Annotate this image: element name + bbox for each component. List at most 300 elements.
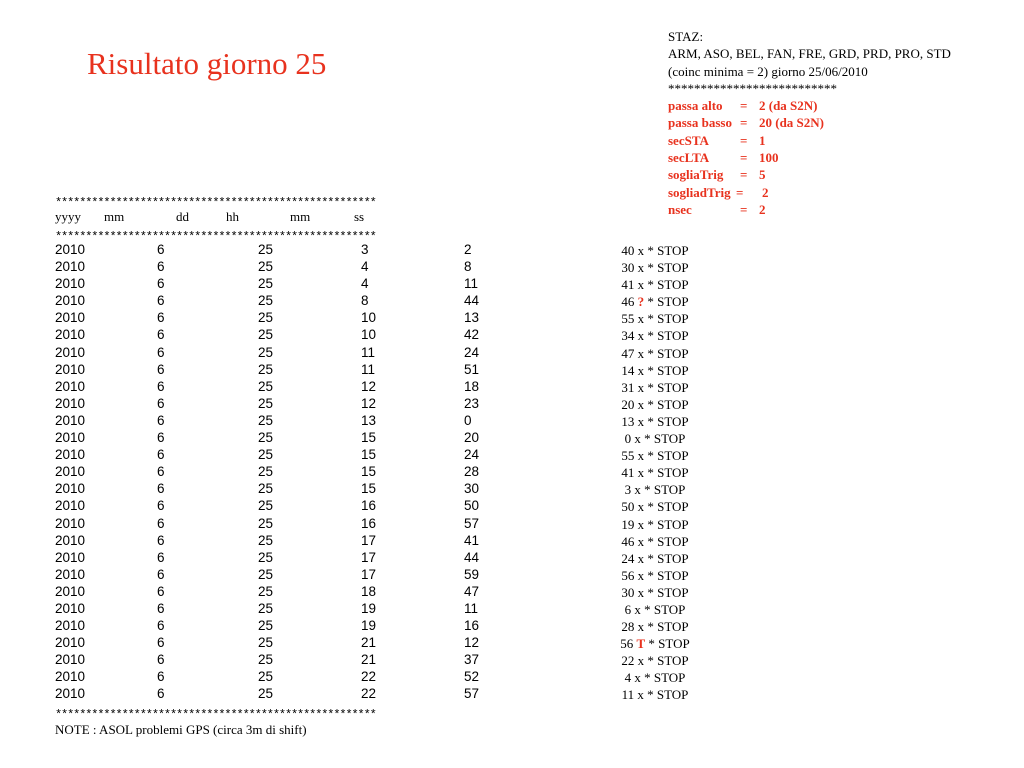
status-flag: x [637,619,645,635]
cell-d: 25 [258,652,274,668]
cell-mi: 41 [464,532,480,548]
status-rest: * STOP [647,345,689,361]
table-row [55,481,686,498]
status-flag: x [637,465,645,481]
param-line [668,132,951,149]
cell-y: 2010 [55,310,86,326]
cell-m: 6 [157,532,165,548]
table-header [55,209,455,226]
status-rest: * STOP [647,516,689,532]
cell-m: 6 [157,395,165,411]
table-row [55,344,689,362]
status-cell [595,551,715,567]
cell-h: 15 [361,481,377,497]
cell-mi: 44 [464,549,480,565]
status-cell [595,294,715,310]
status-flag: x [637,499,645,515]
table-row [55,669,686,686]
cell-d: 25 [258,259,274,275]
status-rest: * STOP [644,482,686,498]
cell-m: 6 [157,686,165,702]
param-key: secSTA [668,132,709,148]
status-rest: * STOP [647,243,689,258]
table-row [55,378,689,396]
cell-d: 25 [258,276,274,292]
param-line [668,184,951,201]
status-rest: * STOP [647,328,689,344]
status-rest: * STOP [647,311,689,327]
status-cell [595,346,715,362]
header-hh: hh [226,209,239,224]
status-cell [595,670,715,686]
param-equals: = [740,167,748,183]
cell-y: 2010 [55,635,86,651]
header-ss: ss [354,209,365,224]
cell-d: 25 [258,310,274,326]
table-row [55,566,689,584]
status-flag: x [634,482,641,498]
status-sec: 22 [621,653,635,669]
status-sec: 28 [621,619,635,635]
cell-y: 2010 [55,430,86,446]
status-sec: 46 [621,294,635,310]
separator-top: ***************************************************** [55,196,376,210]
status-flag: x [634,431,641,447]
status-cell [595,499,715,515]
cell-h: 17 [361,549,377,565]
page-title: Risultato giorno 25 [87,46,327,81]
status-cell [595,636,715,652]
status-sec: 6 [624,601,632,617]
cell-y: 2010 [55,293,86,309]
cell-h: 4 [361,276,369,292]
cell-h: 10 [361,310,377,326]
status-rest: * STOP [647,277,689,293]
cell-h: 3 [361,242,369,257]
cell-mi: 57 [464,686,480,702]
cell-d: 25 [258,378,274,394]
status-cell [595,465,715,481]
table-row [55,447,689,464]
status-sec: 30 [621,260,635,276]
cell-y: 2010 [55,566,86,582]
status-sec: 56 [621,567,635,583]
cell-h: 15 [361,430,377,446]
status-sec: 56 [620,636,634,652]
cell-d: 25 [258,242,274,257]
status-rest: * STOP [647,413,689,429]
table-row [55,652,689,669]
status-cell [595,243,715,259]
status-cell [595,517,715,533]
cell-m: 6 [157,600,165,616]
status-rest: * STOP [647,687,689,703]
cell-h: 18 [361,583,377,599]
cell-m: 6 [157,669,165,685]
status-flag: x [637,550,645,566]
table-row [55,583,689,601]
status-cell [595,380,715,396]
cell-y: 2010 [55,669,86,685]
status-sec: 24 [621,550,635,566]
param-value: 2 [762,184,769,200]
station-info [668,28,951,218]
cell-m: 6 [157,293,165,309]
param-line [668,97,951,114]
cell-mi: 47 [464,583,480,599]
status-flag: x [634,601,641,617]
cell-mi: 2 [464,242,472,257]
cell-mi: 13 [464,310,480,326]
cell-m: 6 [157,259,165,275]
cell-m: 6 [157,344,165,360]
status-sec: 13 [621,413,635,429]
status-flag: x [637,379,645,395]
cell-m: 6 [157,549,165,565]
status-cell [595,482,715,498]
cell-y: 2010 [55,618,86,634]
cell-y: 2010 [55,447,86,463]
cell-y: 2010 [55,412,86,428]
table-row [55,242,689,259]
cell-mi: 24 [464,344,480,360]
cell-mi: 12 [464,635,480,651]
cell-mi: 11 [464,600,479,616]
status-rest: * STOP [647,379,689,395]
cell-m: 6 [157,361,165,377]
cell-h: 16 [361,498,377,514]
cell-y: 2010 [55,464,86,480]
cell-h: 4 [361,259,369,275]
status-sec: 46 [621,533,635,549]
status-rest: * STOP [647,619,689,635]
status-sec: 0 [624,431,632,447]
cell-h: 22 [361,686,377,702]
cell-m: 6 [157,242,165,257]
table-row [55,498,689,515]
trigger-params [668,97,951,218]
cell-y: 2010 [55,549,86,565]
cell-m: 6 [157,327,165,343]
status-rest: * STOP [647,653,689,669]
status-flag: x [637,345,645,361]
param-equals: = [740,132,748,148]
param-value: 5 [759,167,766,183]
status-rest: * STOP [644,670,686,686]
cell-mi: 0 [464,412,472,428]
status-sec: 20 [621,396,635,412]
status-flag: x [637,311,645,327]
table-row [55,532,689,550]
cell-y: 2010 [55,652,86,668]
param-value: 2 (da S2N) [759,98,818,114]
cell-d: 25 [258,498,274,514]
cell-y: 2010 [55,378,86,394]
status-rest: * STOP [647,533,689,549]
cell-d: 25 [258,395,274,411]
status-cell [595,602,715,618]
param-value: 100 [759,150,779,166]
param-equals: = [740,98,748,114]
cell-y: 2010 [55,276,86,292]
header-mm: mm [104,209,125,224]
cell-m: 6 [157,635,165,651]
table-row [55,635,690,652]
status-sec: 50 [621,499,635,515]
cell-mi: 24 [464,447,480,463]
status-sec: 47 [621,345,635,361]
param-key: sogliaTrig [668,167,724,183]
cell-m: 6 [157,412,165,428]
status-sec: 34 [621,328,635,344]
cell-h: 19 [361,618,377,634]
cell-y: 2010 [55,532,86,548]
cell-m: 6 [157,430,165,446]
table-row [55,293,689,310]
status-flag: x [637,584,645,600]
table-row [55,464,689,481]
cell-d: 25 [258,549,274,565]
cell-m: 6 [157,378,165,394]
cell-mi: 16 [464,618,480,634]
cell-m: 6 [157,464,165,480]
table-row [55,412,689,430]
status-rest: * STOP [644,431,686,447]
cell-h: 21 [361,652,377,668]
status-cell [595,277,715,293]
cell-m: 6 [157,498,165,514]
header-mm2: mm [290,209,311,224]
status-flag: x [637,328,645,344]
cell-y: 2010 [55,600,86,616]
status-cell [595,328,715,344]
cell-y: 2010 [55,344,86,360]
status-sec: 41 [621,277,635,293]
status-rest: * STOP [648,636,690,652]
status-sec: 31 [621,379,635,395]
cell-y: 2010 [55,515,86,531]
status-flag: x [637,243,645,258]
cell-d: 25 [258,361,274,377]
cell-m: 6 [157,447,165,463]
cell-d: 25 [258,515,274,531]
cell-mi: 51 [464,361,480,377]
param-key: secLTA [668,150,710,166]
status-cell [595,653,715,669]
table-row [55,310,689,327]
cell-y: 2010 [55,686,86,702]
status-rest: * STOP [647,584,689,600]
param-value: 2 [759,201,766,217]
status-flag: x [637,260,645,276]
cell-d: 25 [258,618,274,634]
status-rest: * STOP [647,465,689,481]
status-flag: x [637,516,645,532]
header-dd: dd [176,209,189,224]
cell-h: 21 [361,635,377,651]
cell-h: 11 [361,344,376,360]
status-sec: 55 [621,448,635,464]
status-flag: T [636,636,646,652]
status-flag: x [637,362,645,378]
cell-m: 6 [157,566,165,582]
cell-m: 6 [157,481,165,497]
cell-h: 17 [361,532,377,548]
cell-d: 25 [258,412,274,428]
cell-mi: 44 [464,293,480,309]
status-cell [595,534,715,550]
param-equals: = [740,201,748,217]
status-cell [595,414,715,430]
cell-h: 11 [361,361,376,377]
cell-mi: 28 [464,464,480,480]
status-sec: 40 [621,243,635,258]
cell-d: 25 [258,669,274,685]
cell-h: 10 [361,327,377,343]
cell-mi: 23 [464,395,480,411]
status-sec: 41 [621,465,635,481]
cell-d: 25 [258,566,274,582]
status-sec: 14 [621,362,635,378]
status-cell [595,260,715,276]
table-row [55,395,689,413]
cell-d: 25 [258,481,274,497]
param-line [668,114,951,131]
cell-m: 6 [157,583,165,599]
coinc-line: (coinc minima = 2) giorno 25/06/2010 [668,63,868,79]
cell-h: 13 [361,412,377,428]
table-row [55,686,689,703]
status-cell [595,448,715,464]
cell-y: 2010 [55,583,86,599]
cell-mi: 50 [464,498,480,514]
status-rest: * STOP [647,260,689,276]
status-rest: * STOP [647,448,689,464]
status-flag: x [637,448,645,464]
param-key: sogliadTrig [668,184,731,200]
status-flag: x [637,277,645,293]
param-line [668,149,951,166]
cell-d: 25 [258,583,274,599]
param-key: passa alto [668,98,723,114]
cell-mi: 18 [464,378,480,394]
cell-mi: 11 [464,276,479,292]
cell-d: 25 [258,293,274,309]
cell-mi: 30 [464,481,480,497]
table-row [55,327,689,344]
cell-y: 2010 [55,395,86,411]
cell-h: 22 [361,669,377,685]
status-flag: x [637,396,645,412]
cell-y: 2010 [55,498,86,514]
table-row [55,361,689,379]
cell-d: 25 [258,532,274,548]
status-sec: 55 [621,311,635,327]
cell-h: 15 [361,447,377,463]
status-sec: 30 [621,584,635,600]
cell-h: 19 [361,600,377,616]
staz-label: STAZ: [668,29,704,44]
param-value: 1 [759,132,766,148]
cell-m: 6 [157,515,165,531]
cell-mi: 57 [464,515,480,531]
status-flag: x [634,670,641,686]
status-rest: * STOP [644,601,686,617]
param-line [668,166,951,183]
status-cell [595,619,715,635]
param-equals: = [740,150,748,166]
cell-y: 2010 [55,242,86,257]
cell-m: 6 [157,276,165,292]
cell-d: 25 [258,344,274,360]
status-flag: x [637,533,645,549]
cell-d: 25 [258,600,274,616]
cell-m: 6 [157,618,165,634]
param-line [668,201,951,218]
header-yyyy: yyyy [55,209,81,224]
events-table [55,242,690,704]
status-cell [595,568,715,584]
table-row [55,600,686,618]
cell-mi: 52 [464,669,480,685]
cell-mi: 37 [464,652,480,668]
table-row [55,430,686,447]
param-value: 20 (da S2N) [759,115,825,131]
cell-d: 25 [258,635,274,651]
status-rest: * STOP [647,499,689,515]
cell-m: 6 [157,310,165,326]
status-rest: * STOP [647,294,689,310]
status-rest: * STOP [647,396,689,412]
status-rest: * STOP [647,550,689,566]
cell-mi: 8 [464,259,472,275]
status-flag: x [637,653,645,669]
cell-d: 25 [258,447,274,463]
cell-d: 25 [258,430,274,446]
cell-d: 25 [258,686,274,702]
status-rest: * STOP [647,567,689,583]
cell-y: 2010 [55,361,86,377]
separator-bottom: ***************************************************** [55,708,376,722]
status-cell [595,431,715,447]
note: NOTE : ASOL problemi GPS (circa 3m di shift) [55,722,307,737]
cell-y: 2010 [55,259,86,275]
status-flag: x [637,413,645,429]
cell-h: 8 [361,293,369,309]
cell-mi: 59 [464,566,480,582]
cell-h: 12 [361,395,377,411]
status-sec: 4 [624,670,632,686]
cell-h: 12 [361,378,377,394]
info-separator: ************************** [668,80,837,96]
cell-d: 25 [258,327,274,343]
cell-y: 2010 [55,481,86,497]
cell-h: 17 [361,566,377,582]
cell-d: 25 [258,464,274,480]
cell-mi: 42 [464,327,480,343]
status-flag: x [637,687,644,703]
status-cell [595,687,715,703]
status-cell [595,363,715,379]
status-rest: * STOP [647,362,689,378]
status-cell [595,311,715,327]
cell-h: 15 [361,464,377,480]
param-equals: = [740,115,748,131]
table-row [55,549,689,567]
param-equals: = [736,184,744,200]
table-row [55,259,689,276]
stations-list: ARM, ASO, BEL, FAN, FRE, GRD, PRD, PRO, STD [668,46,951,62]
